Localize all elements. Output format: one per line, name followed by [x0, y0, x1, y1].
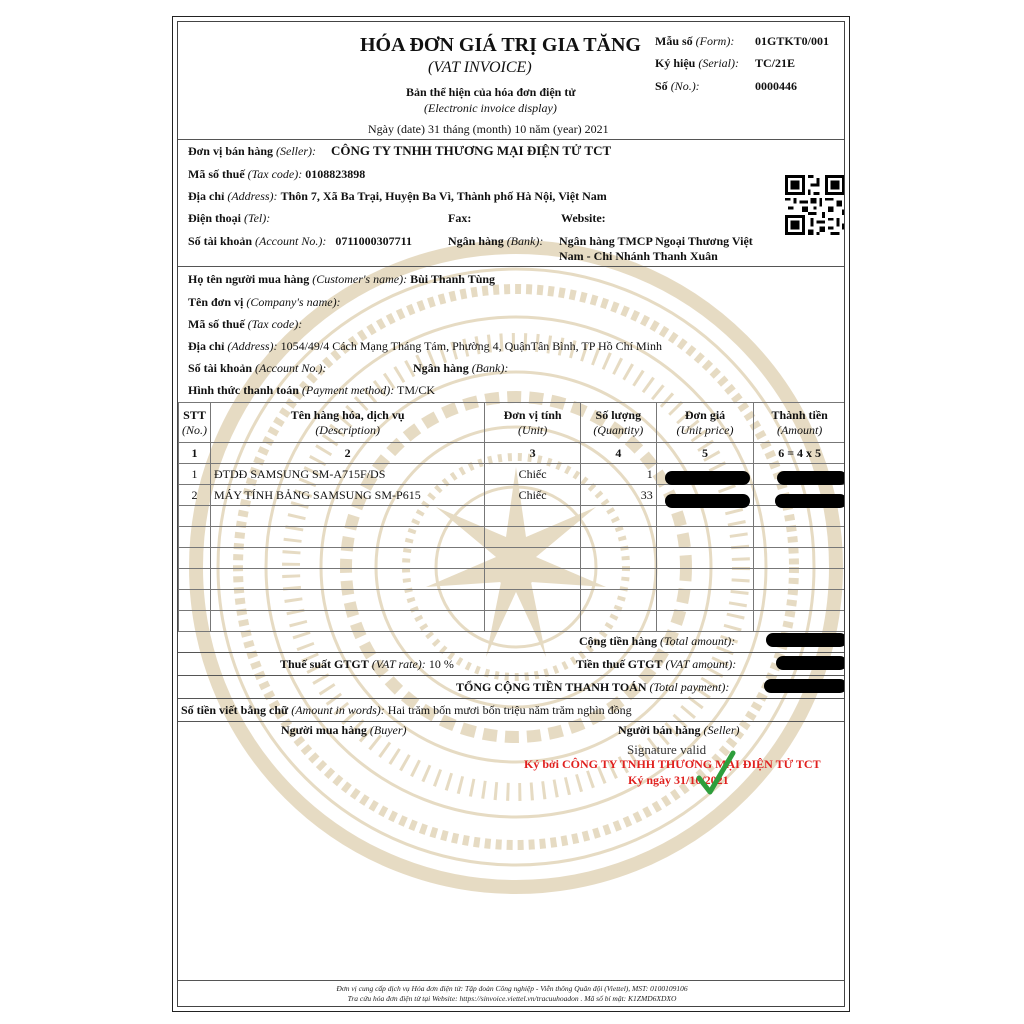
- divider: [178, 980, 845, 981]
- invoice-subtitle: (VAT INVOICE): [428, 59, 532, 76]
- seller-account-row: Số tài khoản (Account No.): 0711000307711: [188, 234, 413, 248]
- invoice-inner-frame: [177, 21, 845, 1007]
- form-value: 01GTKT0/001: [755, 34, 830, 48]
- buyer-tax-row: Mã số thuế (Tax code):: [188, 317, 303, 331]
- seller-signature-label: Người bán hàng (Seller): [618, 723, 740, 737]
- seller-fax-label: Fax:: [448, 211, 472, 225]
- display-label-en: (Electronic invoice display): [424, 101, 557, 115]
- table-empty-row: [179, 611, 846, 632]
- vat-amount-label: Tiền thuế GTGT (VAT amount):: [576, 657, 737, 671]
- seller-website-label: Website:: [561, 211, 606, 225]
- seller-bank-label: Ngân hàng (Bank):: [448, 234, 544, 248]
- divider: [178, 266, 845, 267]
- index-cell: 2: [211, 443, 485, 464]
- buyer-name-row: Họ tên người mua hàng (Customer's name): Bùi Thanh Tùng: [188, 272, 496, 286]
- header-cell: STT (No.): [179, 403, 211, 443]
- divider: [178, 652, 845, 653]
- header-cell: Đơn vị tính (Unit): [485, 403, 581, 443]
- form-label: Mẫu số (Form):: [655, 34, 735, 48]
- buyer-account-row: Số tài khoản (Account No.):: [188, 361, 327, 375]
- table-empty-row: [179, 506, 846, 527]
- index-cell: 6 = 4 x 5: [754, 443, 845, 464]
- number-label: Số (No.):: [655, 79, 700, 93]
- header-cell: Số lượng (Quantity): [580, 403, 656, 443]
- row-quantity: 1: [580, 464, 656, 485]
- invoice-title: HÓA ĐƠN GIÁ TRỊ GIA TĂNG: [360, 34, 641, 56]
- divider: [178, 675, 845, 676]
- redaction-mark: [764, 679, 845, 693]
- index-cell: 5: [656, 443, 754, 464]
- index-cell: 1: [179, 443, 211, 464]
- divider: [178, 698, 845, 699]
- seller-name: CÔNG TY TNHH THƯƠNG MẠI ĐIỆN TỬ TCT: [331, 143, 612, 158]
- row-number: 2: [179, 485, 211, 506]
- redaction-mark: [777, 471, 845, 485]
- invoice-number: 0000446: [755, 79, 797, 93]
- header-cell: Đơn giá (Unit price): [656, 403, 754, 443]
- footer-provider: Đơn vị cung cấp dịch vụ Hóa đơn điện tử: Tập đoàn Công nghiệp - Viễn thông Quân đội (Viettel), MST: 0100109106: [336, 984, 688, 993]
- table-empty-row: [179, 590, 846, 611]
- buyer-bank-row: Ngân hàng (Bank):: [413, 361, 509, 375]
- row-unit: Chiếc: [485, 464, 581, 485]
- buyer-company-row: Tên đơn vị (Company's name):: [188, 295, 341, 309]
- invoice-date: Ngày (date) 31 tháng (month) 10 năm (year) 2021: [368, 122, 609, 136]
- header-cell: Thành tiền (Amount): [754, 403, 845, 443]
- seller-name-row: Đơn vị bán hàng (Seller):: [188, 144, 316, 158]
- redaction-mark: [665, 494, 750, 508]
- footer: [178, 984, 845, 1004]
- row-description: MÁY TÍNH BẢNG SAMSUNG SM-P615: [211, 485, 485, 506]
- table-header-row: [179, 403, 846, 443]
- divider: [178, 721, 845, 722]
- payment-method-row: Hình thức thanh toán (Payment method): TM/CK: [188, 383, 436, 397]
- seller-bank-line1: Ngân hàng TMCP Ngoại Thương Việt: [559, 234, 753, 248]
- table-empty-row: [179, 569, 846, 590]
- redaction-mark: [776, 656, 845, 670]
- row-description: ĐTDĐ SAMSUNG SM-A715F/DS: [211, 464, 485, 485]
- footer-lookup: Tra cứu hóa đơn điện tử tại Website: https://sinvoice.viettel.vn/tracuuhoadon . Mã số bí mật: K1ZMD6XDXO: [347, 994, 677, 1003]
- redaction-mark: [665, 471, 750, 485]
- total-amount-label: Cộng tiền hàng (Total amount):: [579, 634, 736, 648]
- qr-code-icon: [785, 175, 845, 235]
- table-index-row: [179, 443, 846, 464]
- signature-valid-text: Signature valid: [627, 742, 707, 757]
- invoice-frame: [172, 16, 850, 1012]
- buyer-address-row: Địa chỉ (Address): 1054/49/4 Cách Mạng Tháng Tám, Phường 4, QuậnTân Bình, TP Hồ Chí Minh: [188, 339, 662, 353]
- row-unit: Chiếc: [485, 485, 581, 506]
- vat-rate-row: Thuế suất GTGT (VAT rate): 10 %: [280, 657, 454, 671]
- redaction-mark: [775, 494, 845, 508]
- grand-total-label: TỔNG CỘNG TIỀN THANH TOÁN (Total payment):: [456, 680, 730, 694]
- table-empty-row: [179, 527, 846, 548]
- buyer-signature-label: Người mua hàng (Buyer): [281, 723, 407, 737]
- serial-label: Ký hiệu (Serial):: [655, 56, 739, 70]
- divider: [178, 139, 845, 140]
- seller-tax-row: Mã số thuế (Tax code): 0108823898: [188, 167, 366, 181]
- table-empty-row: [179, 548, 846, 569]
- index-cell: 3: [485, 443, 581, 464]
- items-table: [178, 402, 845, 632]
- amount-in-words-row: Số tiền viết bằng chữ (Amount in words): Hai trăm bốn mươi bốn triệu năm trăm nghìn đồng: [181, 703, 632, 717]
- seller-address-row: Địa chỉ (Address): Thôn 7, Xã Ba Trại, Huyện Ba Vì, Thành phố Hà Nội, Việt Nam: [188, 189, 607, 203]
- seller-bank-line2: Nam - Chi Nhánh Thanh Xuân: [559, 249, 718, 263]
- signed-by-text: Ký bởi CÔNG TY TNHH THƯƠNG MẠI ĐIỆN TỬ TCT: [524, 757, 821, 771]
- index-cell: 4: [580, 443, 656, 464]
- row-quantity: 33: [580, 485, 656, 506]
- serial-value: TC/21E: [755, 56, 796, 70]
- seller-tel-row: Điện thoại (Tel):: [188, 211, 271, 225]
- display-label: Bản thể hiện của hóa đơn điện tử: [406, 85, 576, 99]
- checkmark-icon: [696, 750, 736, 796]
- signed-date-text: Ký ngày 31/10/2021: [628, 773, 729, 787]
- row-number: 1: [179, 464, 211, 485]
- header-cell: Tên hàng hóa, dịch vụ (Description): [211, 403, 485, 443]
- redaction-mark: [766, 633, 845, 647]
